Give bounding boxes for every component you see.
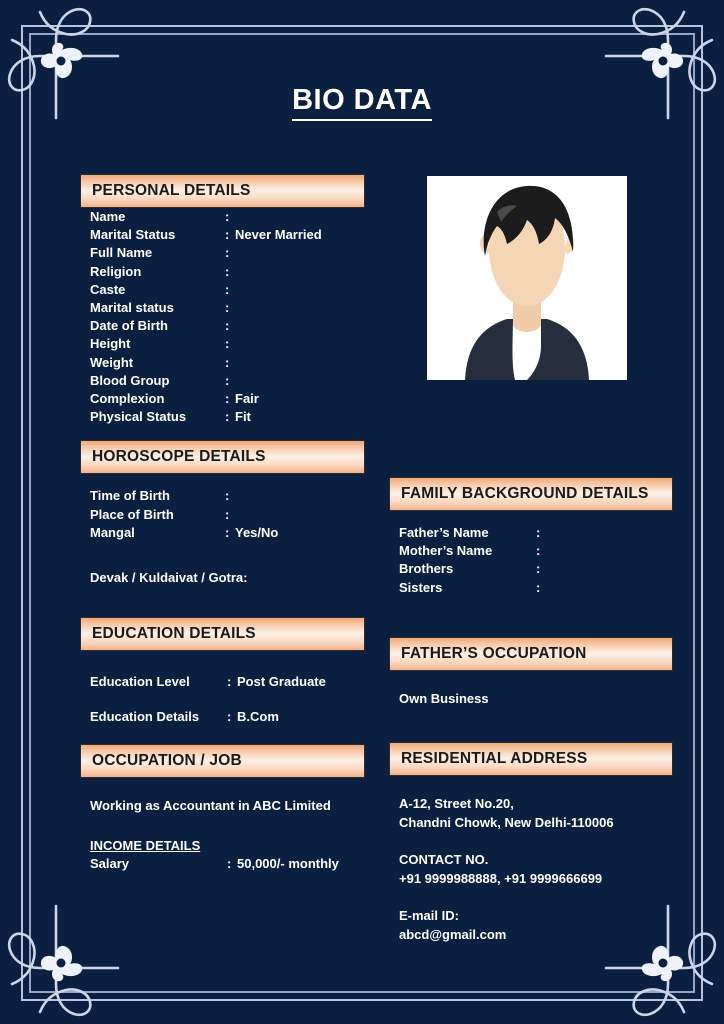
income-heading-wrap [90, 837, 365, 855]
field-label: Full Name [90, 245, 153, 261]
field-label: Religion [90, 263, 142, 279]
field-row [399, 560, 673, 578]
field-value [235, 354, 365, 372]
field-label: Date of Birth [90, 318, 168, 334]
email-heading: E-mail ID: [399, 907, 459, 923]
field-label: Education Details [90, 709, 200, 725]
field-colon: : [225, 209, 230, 224]
section-header-personal-details [80, 174, 365, 208]
field-colon: : [227, 674, 232, 690]
field-value [235, 317, 365, 335]
field-label: Name [90, 209, 126, 224]
address-line-2: Chandni Chowk, New Delhi-110006 [399, 814, 614, 830]
section-header-education-details [80, 617, 365, 651]
field-label: Father’s Name [399, 525, 489, 540]
field-value [235, 263, 365, 281]
field-row [90, 506, 365, 524]
photo-container [424, 173, 630, 383]
field-value [235, 335, 365, 353]
field-colon: : [227, 856, 232, 872]
field-colon: : [225, 372, 230, 388]
field-row [90, 408, 365, 426]
field-label: Time of Birth [90, 488, 170, 504]
field-value [235, 244, 365, 262]
horoscope-details-fields [80, 474, 365, 587]
field-row [90, 699, 365, 734]
section-header-occupation [80, 744, 365, 778]
field-colon: : [227, 709, 232, 725]
occupation-summary: Working as Accountant in ABC Limited [90, 798, 331, 814]
section-title: FAMILY BACKGROUND DETAILS [401, 485, 649, 502]
field-label: Marital Status [90, 227, 176, 243]
field-label: Caste [90, 281, 126, 297]
corner-flourish-bottom-left-icon [0, 904, 120, 1024]
field-label: Mother’s Name [399, 543, 493, 559]
field-row [90, 335, 365, 353]
field-value: Fit [235, 409, 251, 425]
field-value [235, 372, 365, 390]
field-row [90, 855, 365, 873]
section-title: HOROSCOPE DETAILS [92, 448, 266, 466]
field-row [399, 579, 673, 597]
section-header-residential-address [389, 742, 673, 776]
field-row [90, 281, 365, 299]
left-column [80, 174, 365, 873]
page-title-container [0, 84, 724, 121]
field-row [90, 487, 365, 505]
field-label: Height [90, 336, 131, 352]
gotra-line: Devak / Kuldaivat / Gotra: [90, 570, 248, 586]
field-row [90, 299, 365, 317]
field-row [399, 542, 673, 560]
field-label: Physical Status [90, 409, 187, 425]
field-value [235, 487, 365, 505]
field-label: Blood Group [90, 372, 170, 388]
personal-details-fields [80, 208, 365, 426]
field-label: Weight [90, 354, 134, 370]
section-title: RESIDENTIAL ADDRESS [401, 749, 588, 767]
field-row [90, 317, 365, 335]
residential-address-fields [389, 776, 673, 944]
section-header-family-background [389, 477, 673, 511]
field-colon: : [225, 506, 230, 522]
field-colon: : [225, 488, 230, 504]
field-value [546, 579, 673, 597]
field-value [546, 560, 673, 578]
page-title: BIO DATA [292, 84, 432, 121]
right-column [389, 477, 673, 944]
field-row [90, 208, 365, 226]
field-label: Brothers [399, 561, 454, 577]
education-details-fields [80, 651, 365, 734]
fathers-occupation-fields [389, 671, 673, 708]
family-background-fields [389, 511, 673, 597]
field-colon: : [536, 579, 541, 595]
section-title: PERSONAL DETAILS [92, 182, 251, 199]
field-value [546, 524, 673, 542]
field-value: B.Com [237, 709, 279, 725]
contact-heading: CONTACT NO. [399, 851, 489, 867]
field-colon: : [225, 354, 230, 370]
section-header-horoscope-details [80, 440, 365, 474]
field-value: Fair [235, 391, 259, 407]
field-colon: : [225, 318, 230, 334]
field-label: Education Level [90, 674, 190, 690]
field-value: Never Married [235, 227, 322, 243]
income-details-heading: INCOME DETAILS [90, 838, 201, 854]
section-title: EDUCATION DETAILS [92, 625, 256, 643]
field-label: Mangal [90, 524, 135, 540]
field-colon: : [225, 391, 230, 407]
email-address: abcd@gmail.com [399, 926, 507, 942]
field-colon: : [225, 336, 230, 352]
field-row [399, 524, 673, 542]
field-colon: : [225, 263, 230, 279]
field-colon: : [225, 281, 230, 297]
field-row [90, 664, 365, 699]
field-value [235, 506, 365, 524]
candidate-photo [424, 173, 630, 383]
field-row [90, 226, 365, 244]
field-colon: : [536, 543, 541, 559]
field-row [90, 263, 365, 281]
field-value [235, 299, 365, 317]
field-row [90, 372, 365, 390]
field-value [546, 542, 673, 560]
address-line-1: A-12, Street No.20, [399, 795, 514, 811]
section-title: FATHER’S OCCUPATION [401, 644, 587, 662]
field-colon: : [225, 524, 230, 540]
field-value [235, 281, 365, 299]
field-row [90, 390, 365, 408]
fathers-occupation-value: Own Business [399, 690, 489, 706]
field-label: Salary [90, 856, 130, 872]
field-colon: : [536, 561, 541, 577]
field-value: Post Graduate [237, 674, 326, 690]
field-label: Sisters [399, 579, 443, 595]
field-row [90, 354, 365, 372]
field-label: Complexion [90, 391, 165, 407]
field-colon: : [536, 525, 541, 540]
field-label: Marital status [90, 300, 174, 316]
field-row [90, 524, 365, 542]
field-colon: : [225, 409, 230, 425]
section-title: OCCUPATION / JOB [92, 752, 242, 770]
occupation-fields [80, 778, 365, 873]
field-label: Place of Birth [90, 506, 174, 522]
field-value [235, 208, 365, 226]
contact-numbers: +91 9999988888, +91 9999666699 [399, 870, 603, 886]
section-header-fathers-occupation [389, 637, 673, 671]
field-value: Yes/No [235, 524, 279, 540]
field-row [90, 244, 365, 262]
field-value: 50,000/- monthly [237, 856, 339, 872]
field-colon: : [225, 227, 230, 243]
field-colon: : [225, 300, 230, 316]
field-colon: : [225, 245, 230, 261]
